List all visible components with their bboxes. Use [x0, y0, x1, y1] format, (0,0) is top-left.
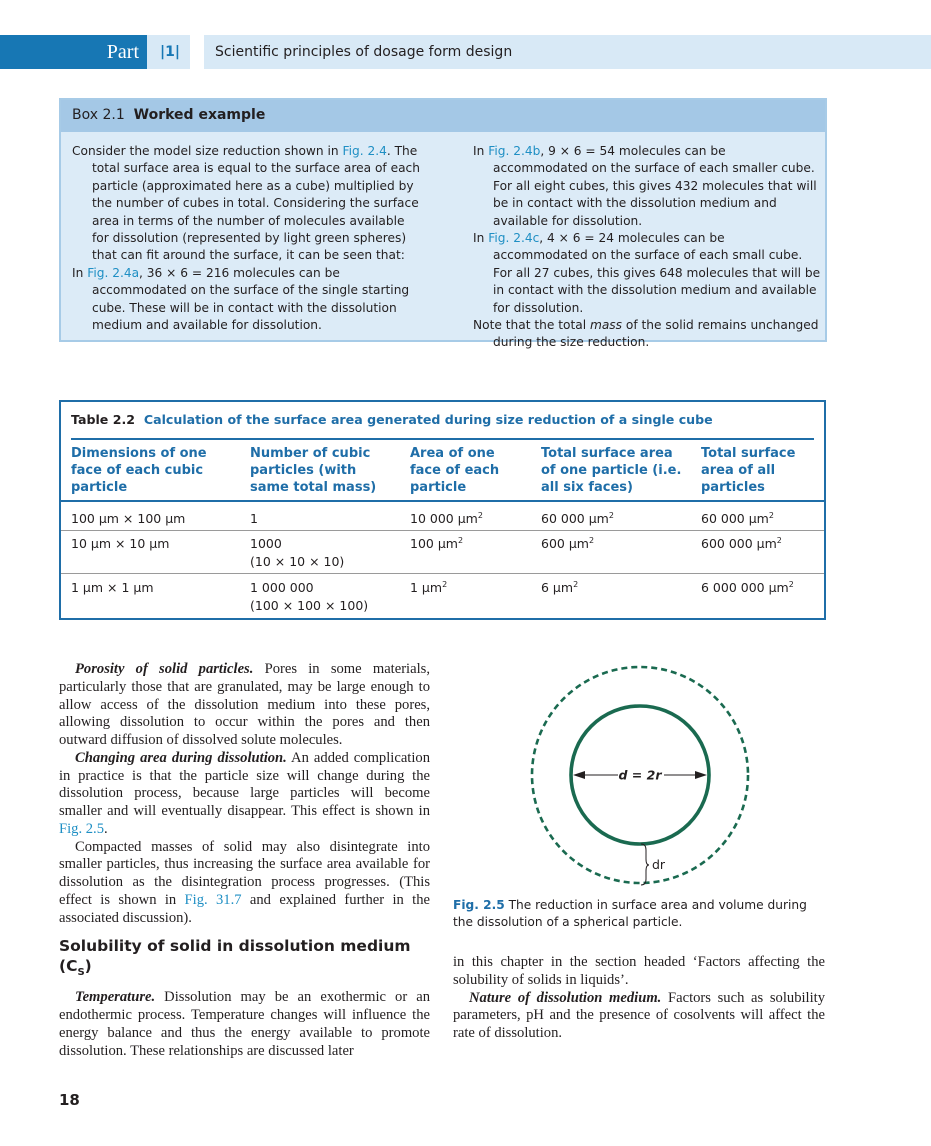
- part-label: Part: [0, 35, 147, 69]
- running-title: Scientific principles of dosage form design: [215, 44, 513, 60]
- fig-2-4c-link[interactable]: Fig. 2.4c: [488, 231, 540, 246]
- box-label: Box 2.1: [72, 107, 125, 123]
- fig-2-4b-link[interactable]: Fig. 2.4b: [488, 144, 541, 158]
- table-cell: 60 000 $\mu m^2$: [701, 511, 774, 526]
- table-cell: 6 000 000 $\mu m^2$: [701, 580, 794, 595]
- figure-caption: Fig. 2.5 The reduction in surface area and volume during the dissolution of a spherical particle.: [453, 898, 807, 929]
- paragraph-temperature: Temperature. Dissolution may be an exothermic or an endothermic process. Temperature changes will influence the energy balance and thus the energy available to promote dissolution. These relationships are discussed later: [59, 989, 430, 1059]
- box-title: Worked example: [133, 107, 266, 123]
- section-heading-solubility: Solubility of solid in dissolution medium $(C_S)$: [59, 937, 411, 979]
- body-left-column: [59, 661, 430, 1060]
- paragraph-compacted: Compacted masses of solid may also disintegrate into smaller particles, thus increasing the surface area available for dissolution as the disintegration process progresses. (This effect is shown in Fig. 31.7 and explained further in the associated discussion).: [59, 838, 430, 926]
- paragraph-nature: Nature of dissolution medium. Factors such as solubility parameters, pH and the presence of cosolvents will affect the rate of dissolution.: [453, 989, 826, 1041]
- row-divider: [61, 573, 824, 574]
- table-rule: [71, 438, 814, 440]
- fig-2-4-link[interactable]: Fig. 2.4: [342, 144, 387, 158]
- table-2-2: [59, 400, 826, 620]
- column-header: Number of cubic particles (with same total mass): [250, 446, 377, 495]
- box-paragraph: In Fig. 2.4b, 9 × 6 = 54 molecules can be accommodated on the surface of each smaller cube. For all eight cubes, this gives 432 molecules that will be in contact with the dissolution medium and available for dissolution.: [473, 144, 817, 228]
- part-number: |1|: [160, 44, 180, 60]
- table-cell: 100 $\mu m^2$: [410, 536, 464, 551]
- table-label: Table 2.2: [71, 412, 136, 427]
- fig-2-5-link[interactable]: Fig. 2.5: [59, 820, 105, 837]
- fig-31-7-link[interactable]: Fig. 31.7: [184, 891, 242, 908]
- box-paragraph: Note that the total mass of the solid remains unchanged during the size reduction.: [473, 318, 819, 350]
- table-title: Calculation of the surface area generated during size reduction of a single cube: [143, 412, 713, 427]
- arrow-right-icon: [695, 771, 707, 779]
- table-cell: 1 μm × 1 μm: [71, 580, 154, 595]
- table-cell: 1: [250, 511, 258, 526]
- table-cell: 600 $\mu m^2$: [541, 536, 595, 551]
- page-number: 18: [59, 1091, 80, 1109]
- paragraph-porosity: Porosity of solid particles. Pores in some materials, particularly those that are granulated, may be large enough to allow access of the dissolution medium into these pores, allowing dissolution to occur within the pores and then outward diffusion of dissolved solute molecules.: [59, 661, 430, 748]
- box-heading: [61, 100, 825, 132]
- table-cell: 1 000 000 (100 × 100 × 100): [250, 580, 369, 613]
- fig-2-4a-link[interactable]: Fig. 2.4a: [87, 265, 140, 280]
- table-cell: 6 $\mu m^2$: [541, 580, 579, 595]
- header-divider: [190, 35, 204, 69]
- table-cell: 1000 (10 × 10 × 10): [250, 536, 345, 569]
- arrow-left-icon: [573, 771, 585, 779]
- worked-example-box: [59, 98, 827, 350]
- box-paragraph: In Fig. 2.4c, 4 × 6 = 24 molecules can be accommodated on the surface of each small cube. For all 27 cubes, this gives 648 molecules that will be in contact with the dissolution medium and available for dissolution.: [473, 231, 821, 315]
- table-cell: 10 000 $\mu m^2$: [410, 511, 483, 526]
- box-paragraph: In Fig. 2.4a, 36 × 6 = 216 molecules can be accommodated on the surface of the single starting cube. These will be in contact with the dissolution medium and available for dissolution.: [72, 265, 410, 333]
- figure-label: Fig. 2.5: [453, 898, 505, 912]
- table-cell: 10 μm × 10 μm: [71, 536, 170, 551]
- table-cell: 1 $\mu m^2$: [410, 580, 448, 595]
- dr-label: dr: [652, 857, 666, 872]
- table-rule: [61, 500, 824, 502]
- paragraph-continued: in this chapter in the section headed ‘Factors affecting the solubility of solids in liquids’.: [453, 954, 825, 988]
- table-cell: 60 000 $\mu m^2$: [541, 511, 614, 526]
- diameter-label: d = 2r: [618, 767, 662, 783]
- dr-brace: [641, 844, 649, 885]
- column-header: Dimensions of one face of each cubic particle: [71, 446, 207, 495]
- box-left-column: [72, 143, 424, 334]
- figure-2-5-diagram: [515, 662, 765, 894]
- box-paragraph: Consider the model size reduction shown in Fig. 2.4. The total surface area is equal to the surface area of each particle (approximated here as a cube) multiplied by the number of cubes in total. Considering the surface area in terms of the number of molecules available for dissolution (represented by light green spheres) that can fit around the surface, it can be seen that:: [72, 144, 420, 263]
- table-caption: [71, 412, 713, 427]
- table-cell: 600 000 $\mu m^2$: [701, 536, 782, 551]
- column-header: Area of one face of each particle: [410, 446, 500, 495]
- column-header: Total surface area of all particles: [701, 446, 796, 495]
- paragraph-changing-area: Changing area during dissolution. An added complication in practice is that the particle size will change during the dissolution process, because large particles will become smaller and will eventually disappear. This effect is shown in Fig. 2.5.: [59, 749, 430, 837]
- column-header: Total surface area of one particle (i.e. all six faces): [541, 446, 682, 495]
- box-right-column: [473, 143, 821, 352]
- row-divider: [61, 530, 824, 531]
- body-right-column: [453, 954, 825, 1043]
- table-cell: 100 μm × 100 μm: [71, 511, 186, 526]
